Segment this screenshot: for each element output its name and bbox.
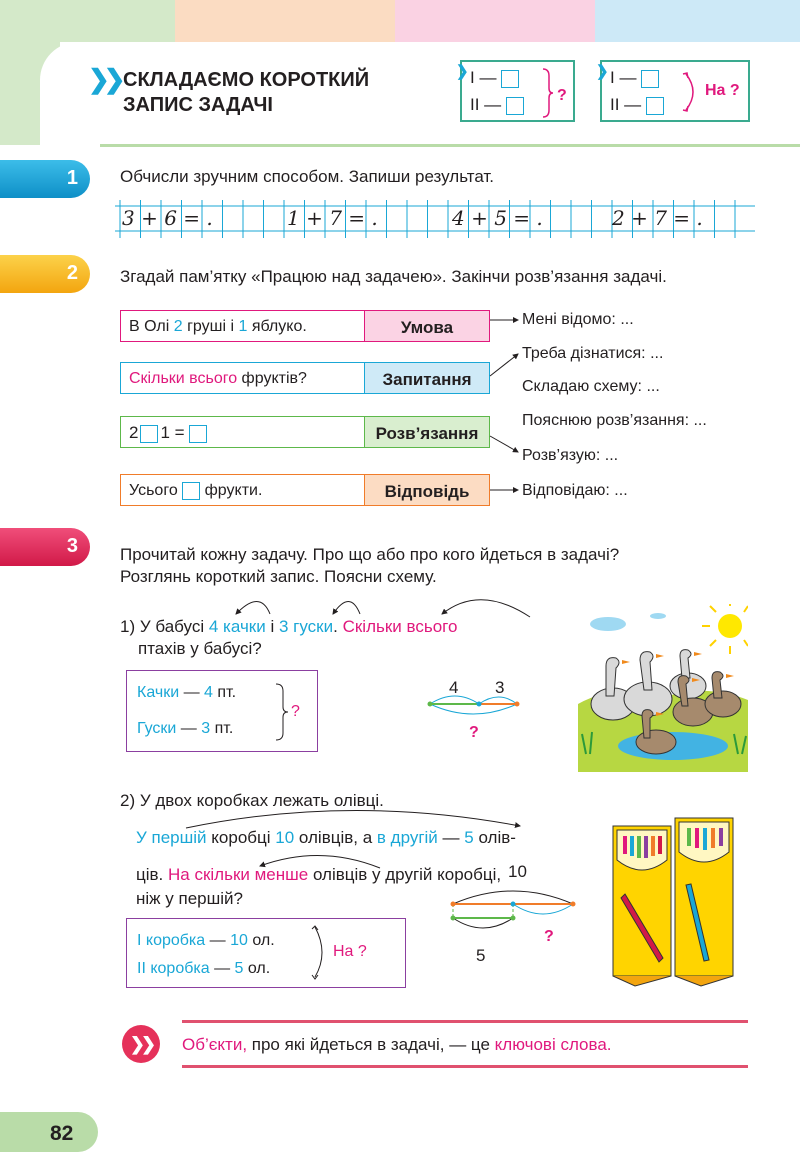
p1-line1: 1) У бабусі 4 качки і 3 гуски. Скільки всього — [120, 617, 458, 636]
p2-scheme-top: 10 — [508, 862, 527, 881]
question-box: Скільки всього фруктів? — [120, 362, 365, 394]
header-chevrons: ❯❯ — [88, 64, 120, 94]
p2-line2: У першій коробці 10 олівців, а в другій — 5 олів- — [136, 828, 516, 847]
rule-bottom-line — [182, 1065, 748, 1068]
step-4: Пояснюю розв’язання: ... — [522, 412, 707, 429]
expr-4: 2 + 7 = . — [612, 206, 703, 230]
question-label: Запитання — [364, 362, 490, 394]
page-number: 82 — [50, 1122, 74, 1145]
answer-label: Відповідь — [364, 474, 490, 506]
top-band-pink — [395, 0, 595, 42]
rule-icon: ❯❯ — [122, 1025, 160, 1063]
task1-text: Обчисли зручним способом. Запиши результат. — [120, 167, 495, 186]
header-scheme-2: ❯ I — II — На ? — [600, 60, 750, 122]
answer-box: Усього фрукти. — [120, 474, 365, 506]
condition-box: В Олі 2 груші і 1 яблуко. — [120, 310, 365, 342]
header-scheme-1: ❯ I — II — ? — [460, 60, 575, 122]
task3-intro: Прочитай кожну задачу. Про що або про кого йдеться в задачі? Розглянь короткий запис. Поясни схему. — [120, 545, 620, 586]
step-2: Треба дізнатися: ... — [522, 345, 664, 362]
step-6: Відповідаю: ... — [522, 482, 628, 499]
rule-text: Об’єкти, про які йдеться в задачі, — це ключові слова. — [182, 1035, 612, 1054]
page-number-tab — [0, 1112, 98, 1152]
pencil-boxes-illustration — [605, 810, 740, 990]
geese-illustration — [578, 604, 748, 772]
expr-1: 3 + 6 = . — [122, 206, 213, 230]
rule-top-line — [182, 1020, 748, 1023]
condition-label: Умова — [364, 310, 490, 342]
expr-2: 1 + 7 = . — [287, 206, 378, 230]
step-3: Складаю схему: ... — [522, 378, 660, 395]
p1-line2: птахів у бабусі? — [138, 639, 262, 658]
p2-line3: ців. На скільки менше олівців у другій коробці, — [136, 865, 502, 884]
task-badge-2: 2 — [0, 255, 90, 293]
top-band-blue — [595, 0, 800, 42]
p1-scheme-b: 3 — [495, 678, 505, 697]
task-badge-1: 1 — [0, 160, 90, 198]
step-1: Мені відомо: ... — [522, 311, 634, 328]
p2-line1: 2) У двох коробках лежать олівці. — [120, 791, 384, 810]
expr-3: 4 + 5 = . — [452, 206, 543, 230]
task2-text: Згадай пам’ятку «Працюю над задачею». Закінчи розв’язання задачі. — [120, 267, 667, 286]
p2-record: I коробка — 10 ол. II коробка — 5 ол. На ? — [126, 918, 406, 988]
chevron-icon: ❯ — [596, 63, 609, 80]
page-title: СКЛАДАЄМО КОРОТКИЙ ЗАПИС ЗАДАЧІ — [123, 69, 370, 116]
task2-arrows — [488, 310, 528, 510]
p2-scheme-q: ? — [544, 928, 554, 945]
header-scheme-1-q: ? — [557, 87, 567, 104]
p1-scheme-a: 4 — [449, 678, 459, 697]
chevron-icon: ❯ — [456, 63, 469, 80]
p2-line4: ніж у першій? — [136, 889, 243, 908]
top-band-peach — [175, 0, 395, 42]
solution-box: 2 1 = — [120, 416, 365, 448]
task-badge-3: 3 — [0, 528, 90, 566]
solution-label: Розв’язання — [364, 416, 490, 448]
step-5: Розв’язую: ... — [522, 447, 619, 464]
p2-scheme-bottom: 5 — [476, 946, 486, 965]
header-underline — [100, 144, 800, 147]
p1-scheme-q: ? — [469, 724, 479, 741]
header-scheme-2-q: На ? — [705, 82, 740, 99]
p1-record: Качки — 4 пт. Гуски — 3 пт. ? — [126, 670, 318, 752]
